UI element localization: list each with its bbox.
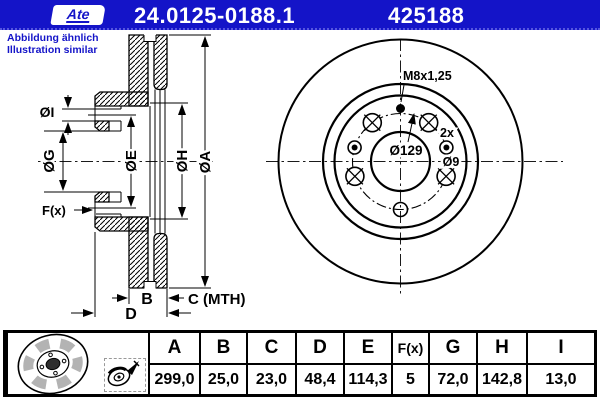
value-b: 25,0 (199, 365, 246, 394)
inboard-plate-section (154, 35, 167, 90)
label-thread: M8x1,25 (403, 69, 452, 83)
thread-leader (401, 85, 404, 102)
value-i: 13,0 (526, 365, 594, 394)
value-g: 72,0 (428, 365, 476, 394)
bolt-hole (420, 114, 438, 132)
front-view (266, 39, 563, 296)
label-dia-g: ØG (41, 149, 58, 173)
bolt-hole (363, 114, 381, 132)
ate-logo (50, 5, 106, 25)
label-pitch-circle: Ø129 (389, 143, 423, 158)
value-d: 48,4 (295, 365, 343, 394)
col-header-e: E (343, 333, 391, 365)
col-header-i: I (526, 333, 594, 365)
thread-hole (396, 104, 405, 113)
value-e: 114,3 (343, 365, 391, 394)
hat-flange-section-bottom (95, 217, 148, 231)
mounting-hint-icon (105, 359, 143, 389)
reference-number: 425188 (388, 3, 465, 28)
note-line-de: Abbildung ähnlich (7, 32, 99, 44)
value-fx: 5 (391, 365, 428, 394)
label-f-holes: F(x) (42, 203, 66, 218)
label-c-mth: C (MTH) (188, 291, 246, 308)
col-header-h: H (476, 333, 526, 365)
od-groove-top (144, 34, 156, 42)
col-header-d: D (295, 333, 343, 365)
note-line-en: Illustration similar (7, 44, 98, 56)
section-view (38, 34, 245, 324)
bolt-hole (346, 167, 364, 185)
mounting-hint-box (104, 358, 146, 392)
label-dia-a: ØA (197, 150, 214, 174)
col-header-c: C (246, 333, 295, 365)
col-header-g: G (428, 333, 476, 365)
label-b-thickness: B (141, 291, 153, 308)
label-dia-e: ØE (123, 150, 140, 172)
hat-flange-section-top (95, 92, 148, 106)
col-header-b: B (199, 333, 246, 365)
technical-drawing (0, 28, 600, 332)
label-pin-hole: Ø9 (442, 155, 460, 169)
label-dia-h: ØH (174, 149, 191, 173)
pitch-circle-leader (408, 114, 414, 142)
hat-wall-section-top (95, 121, 109, 131)
extension-lines (44, 35, 211, 317)
col-header-a: A (148, 333, 199, 365)
col-header-fx: F(x) (391, 333, 428, 365)
bolt-hole (437, 167, 455, 185)
value-h: 142,8 (476, 365, 526, 394)
ate-logo-text: Ate (66, 5, 91, 22)
part-number: 24.0125-0188.1 (134, 3, 296, 28)
label-count: 2x (440, 126, 454, 140)
dimensions-table (3, 330, 597, 397)
label-d-height: D (125, 306, 137, 323)
header-bar (0, 0, 600, 30)
value-a: 299,0 (148, 365, 199, 394)
label-dia-i: ØI (39, 104, 55, 120)
value-c: 23,0 (246, 365, 295, 394)
od-groove-bottom (144, 282, 156, 290)
inboard-plate-section-bottom (154, 234, 167, 289)
hat-wall-section-bottom (95, 192, 109, 202)
disc-pictogram-cell (6, 333, 148, 394)
